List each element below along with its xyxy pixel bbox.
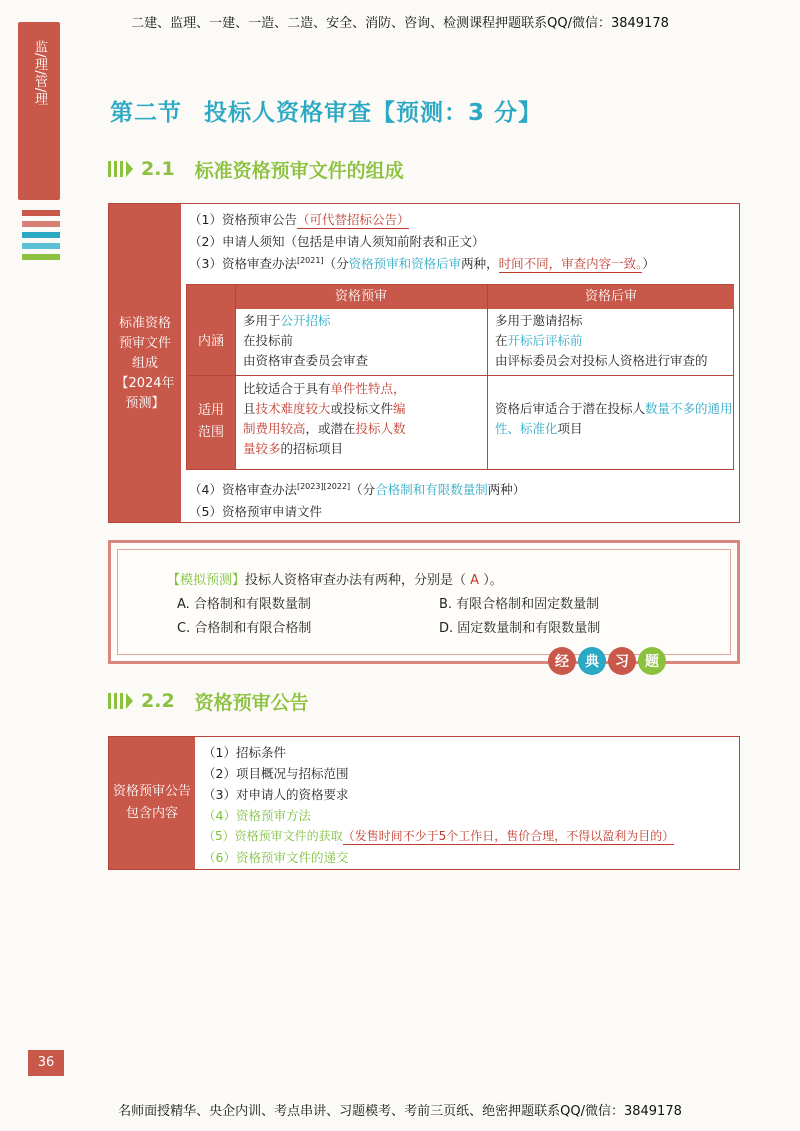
table-side-label: 资格预审公告包含内容 [109, 737, 195, 869]
exercise-panel [108, 540, 740, 664]
post-scope: 资格后审适合于潜在投标人数量不多的通用 性、标准化项目 [495, 401, 733, 436]
side-bar-green [22, 254, 60, 260]
item-3: （3）资格审查办法[2021]（分资格预审和资格后审两种，时间不同，审查内容一致。） [189, 255, 655, 271]
notice-item-1: （1）招标条件 [203, 745, 286, 760]
option-c: C. 合格制和有限合格制 [177, 621, 312, 636]
option-a: A. 合格制和有限数量制 [177, 597, 311, 612]
section-number: 第二节 [110, 100, 182, 126]
notice-item-6: （6）资格预审文件的递交 [203, 850, 349, 865]
document-composition-table [108, 203, 740, 523]
notice-item-4: （4）资格预审方法 [203, 808, 311, 823]
section-heading: 投标人资格审查【预测：3 分】 [204, 100, 543, 126]
item-1: （1）资格预审公告（可代替招标公告） [189, 212, 410, 227]
header-banner: 二建、监理、一建、一造、二造、安全、消防、咨询、检测课程押题联系QQ/微信：3849178 [131, 16, 669, 31]
item-4: （4）资格审查办法[2023][2022]（分合格制和有限数量制两种） [189, 481, 526, 497]
option-b: B. 有限合格制和固定数量制 [439, 597, 600, 612]
exercise-question: 【模拟预测】投标人资格审查办法有两种，分别是（ A ）。 [167, 573, 503, 588]
badge-4: 题 [638, 647, 666, 675]
side-tab [18, 22, 60, 200]
subsection-number: 2.1 [141, 158, 175, 180]
post-connotation: 多用于邀请招标 在开标后评标前 由评标委员会对投标人资格进行审查的 [495, 313, 708, 368]
side-bar-red [22, 210, 60, 216]
side-bar-teal [22, 232, 60, 238]
pre-scope: 比较适合于具有单件性特点， 且技术难度较大或投标文件编 制费用较高，或潜在投标人数 量较多的招标项目 [243, 381, 406, 456]
comparison-table [186, 284, 734, 470]
classic-exercise-badges [548, 647, 666, 675]
subsection-title: 标准资格预审文件的组成 [194, 159, 404, 182]
item-5: （5）资格预审申请文件 [189, 504, 322, 519]
pre-connotation: 多用于公开招标 在投标前 由资格审查委员会审查 [243, 313, 369, 368]
notice-item-5: （5）资格预审文件的获取（发售时间不少于5个工作日，售价合理，不得以盈利为目的） [203, 829, 675, 843]
col-header-pre: 资格预审 [235, 285, 487, 309]
page-number: 36 [28, 1050, 64, 1076]
table-side-label: 标准资格预审文件组成【2024年预测】 [109, 204, 181, 522]
prequalification-notice-table [108, 736, 740, 870]
badge-2: 典 [578, 647, 606, 675]
col-header-post: 资格后审 [488, 285, 734, 309]
badge-3: 习 [608, 647, 636, 675]
badge-1: 经 [548, 647, 576, 675]
footer-banner: 名师面授精华、央企内训、考点串讲、习题模考、考前三页纸、绝密押题联系QQ/微信：3849178 [118, 1104, 682, 1119]
row-label-connotation: 内涵 [187, 309, 235, 375]
row-label-scope: 适用范围 [187, 376, 235, 469]
notice-item-3: （3）对申请人的资格要求 [203, 787, 349, 802]
notice-item-2: （2）项目概况与招标范围 [203, 766, 349, 781]
bars-icon [108, 161, 133, 177]
option-d: D. 固定数量制和有限数量制 [439, 621, 601, 636]
side-tab-label: 监/理/管/理 [32, 40, 47, 106]
subsection-number: 2.2 [141, 690, 175, 712]
item-2: （2）申请人须知（包括是申请人须知前附表和正文） [189, 234, 485, 249]
section-title [110, 94, 542, 127]
subsection-title: 资格预审公告 [194, 691, 309, 714]
side-bar-red-2 [22, 221, 60, 227]
subsection-2-2-header [108, 686, 309, 716]
subsection-2-1-header [108, 154, 404, 184]
bars-icon [108, 693, 133, 709]
side-bar-teal-2 [22, 243, 60, 249]
